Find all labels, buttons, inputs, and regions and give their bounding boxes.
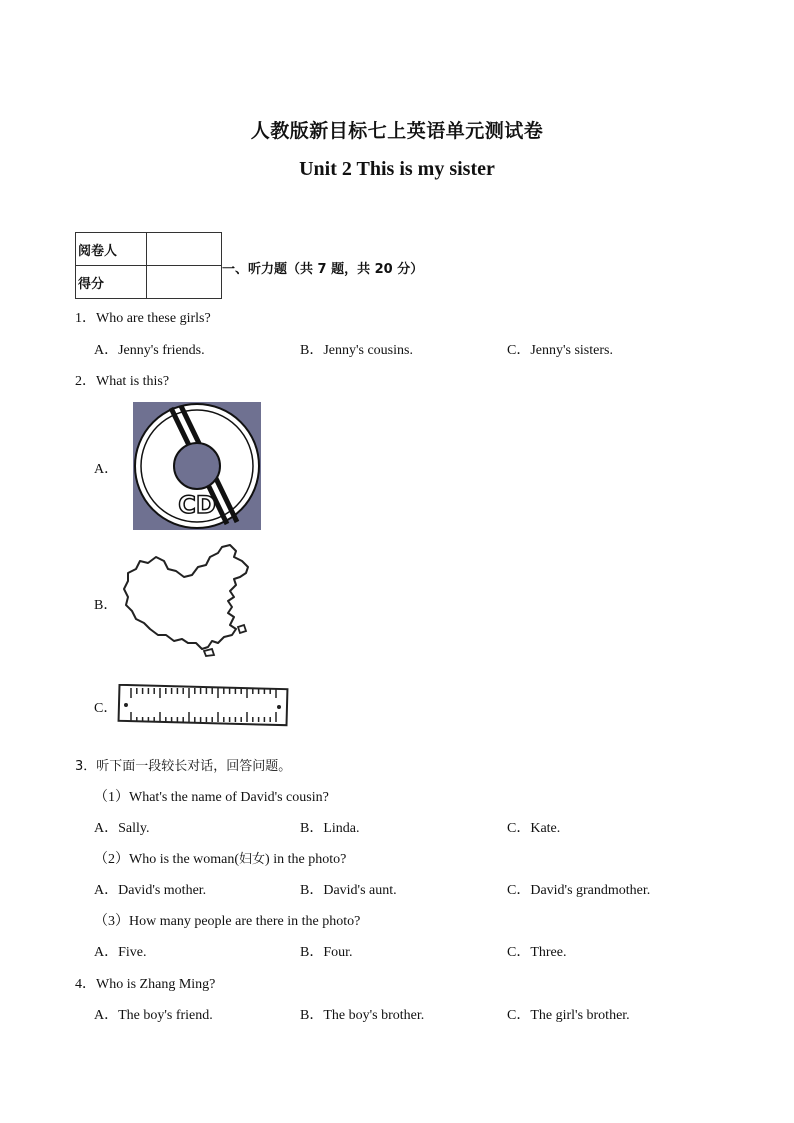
- q3-1-option-c: C．Kate.: [507, 821, 561, 836]
- ruler-image: [117, 684, 289, 728]
- q3-sub-1: （1）What's the name of David's cousin?: [94, 790, 329, 805]
- q2-option-a-label: A．: [94, 462, 119, 477]
- q4-option-b: B．The boy's brother.: [300, 1008, 425, 1023]
- q1-option-c: C．Jenny's sisters.: [507, 343, 613, 358]
- q3-sub-2-prefix: （2）Who is the woman(: [94, 852, 240, 867]
- page-subtitle: Unit 2 This is my sister: [299, 158, 495, 180]
- cd-disc-image: [133, 402, 261, 530]
- question-3: [75, 755, 291, 775]
- question-3-text: 3．听下面一段较长对话，回答问题。: [75, 759, 292, 774]
- q3-1-option-a: A．Sally.: [94, 821, 150, 836]
- q1-option-a: A．Jenny's friends.: [94, 343, 205, 358]
- page-title: 人教版新目标七上英语单元测试卷: [250, 120, 544, 142]
- score-cell: [147, 266, 222, 299]
- q4-option-c: C．The girl's brother.: [507, 1008, 630, 1023]
- question-1: 1．Who are these girls?: [75, 311, 211, 326]
- q2-option-c-label: C．: [94, 701, 118, 716]
- q1-option-b: B．Jenny's cousins.: [300, 343, 413, 358]
- q3-3-option-a: A．Five.: [94, 945, 147, 960]
- reviewer-label: 阅卷人: [76, 233, 147, 266]
- q4-option-a: A．The boy's friend.: [94, 1008, 213, 1023]
- q3-3-option-c: C．Three.: [507, 945, 567, 960]
- q3-sub-2-cn: 妇女: [239, 852, 266, 867]
- q3-2-option-b: B．David's aunt.: [300, 883, 397, 898]
- q2-option-b-label: B．: [94, 598, 118, 613]
- q3-sub-2-suffix: ) in the photo?: [265, 852, 347, 867]
- q3-sub-2: [94, 848, 346, 868]
- q3-3-option-b: B．Four.: [300, 945, 353, 960]
- cd-label: CD: [178, 491, 216, 519]
- score-table: [75, 232, 222, 299]
- section-title: 一、听力题（共 7 题，共 20 分）: [222, 262, 424, 277]
- question-2: 2．What is this?: [75, 374, 170, 389]
- score-label: 得分: [76, 266, 147, 299]
- q3-sub-3: （3）How many people are there in the photo?: [94, 914, 361, 929]
- q3-1-option-b: B．Linda.: [300, 821, 360, 836]
- question-4: 4．Who is Zhang Ming?: [75, 977, 216, 992]
- reviewer-cell: [147, 233, 222, 266]
- q3-2-option-a: A．David's mother.: [94, 883, 207, 898]
- q3-2-option-c: C．David's grandmother.: [507, 883, 651, 898]
- china-map-image: [118, 543, 268, 658]
